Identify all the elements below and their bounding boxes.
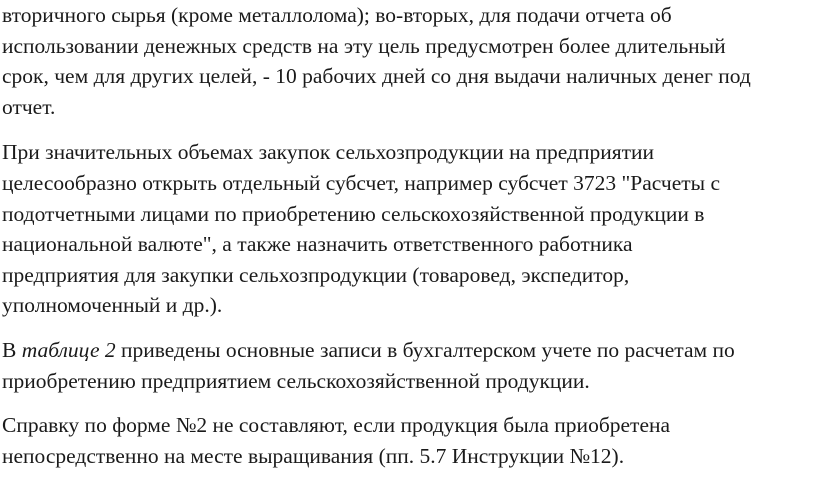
text-line: непосредственно на месте выращивания (пп. 5.7 Инструкции №12).	[2, 443, 625, 468]
text-line: приобретению предприятием сельскохозяйственной продукции.	[2, 368, 590, 393]
text-line: Справку по форме №2 не составляют, если продукция была приобретена	[2, 413, 671, 438]
table-reference: таблице 2	[21, 337, 116, 362]
text-run: В	[2, 337, 22, 362]
text-line: срок, чем для других целей, - 10 рабочих дней со дня выдачи наличных денег под	[2, 64, 751, 89]
text-line: При значительных объемах закупок сельхозпродукции на предприятии	[2, 140, 655, 165]
text-line: уполномоченный и др.).	[2, 293, 223, 318]
text-line	[0, 335, 816, 366]
text-line: отчет.	[2, 94, 56, 119]
paragraph-2	[0, 137, 816, 321]
paragraph-1	[0, 0, 816, 122]
text-line: использовании денежных средств на эту цель предусмотрен более длительный	[2, 33, 726, 58]
paragraph-4	[0, 410, 816, 471]
text-line: вторичного сырья (кроме металлолома); во-вторых, для подачи отчета об	[2, 3, 672, 27]
text-line: целесообразно открыть отдельный субсчет, например субсчет 3723 "Расчеты с	[2, 170, 721, 195]
text-line: предприятия для закупки сельхозпродукции (товаровед, экспедитор,	[2, 262, 630, 287]
text-line: подотчетными лицами по приобретению сельскохозяйственной продукции в	[2, 201, 705, 226]
text-line: национальной валюте", а также назначить ответственного работника	[2, 232, 633, 257]
text-run: приведены основные записи в бухгалтерском учете по расчетам по	[115, 337, 735, 362]
paragraph-3	[0, 335, 816, 396]
